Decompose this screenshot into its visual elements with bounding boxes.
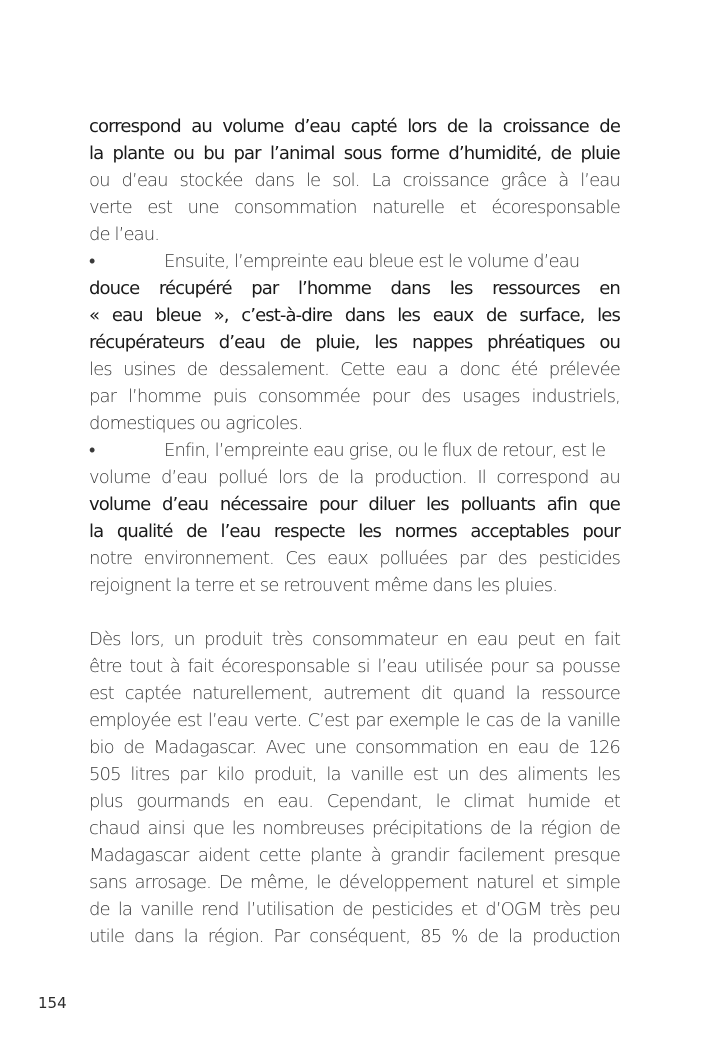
text-line: bio de Madagascar. Avec une consommation en eau de 126 [89,737,620,758]
text-line: notre environnement. Ces eaux polluées par des pesticides [89,548,620,569]
text-line: récupérateurs d’eau de pluie, les nappes phréatiques ou [89,332,620,353]
text-line: Dès lors, un produit très consommateur en eau peut en fait [89,629,620,650]
text-line: plus gourmands en eau. Cependant, le climat humide et [89,791,620,812]
text-line: utile dans la région. Par conséquent, 85 % de la production [89,926,620,947]
text-line: la plante ou bu par l’animal sous forme d’humidité, de pluie [89,143,620,164]
bullet-icon: • [89,440,95,461]
text-line: sans arrosage. De même, le développement naturel et simple [89,872,620,893]
text-line: verte est une consommation naturelle et écoresponsable [89,197,620,218]
bullet-icon: • [89,251,95,272]
text-line-content: de l’eau. [89,224,160,245]
text-line: chaud ainsi que les nombreuses précipitations de la région de [89,818,620,839]
text-line: « eau bleue », c’est-à-dire dans les eaux de surface, les [89,305,620,326]
text-line-content: Enfin, l’empreinte eau grise, ou le flux de retour, est le [164,440,606,461]
text-line: la qualité de l’eau respecte les normes acceptables pour [89,521,620,542]
text-line: les usines de dessalement. Cette eau a donc été prélevée [89,359,620,380]
text-line: par l’homme puis consommée pour des usages industriels, [89,386,620,407]
text-line: volume d’eau nécessaire pour diluer les polluants afin que [89,494,620,515]
text-line: est captée naturellement, autrement dit quand la ressource [89,683,620,704]
bullet-line [89,248,620,275]
text-line-content: rejoignent la terre et se retrouvent même dans les pluies. [89,575,558,596]
text-line: ou d’eau stockée dans le sol. La croissance grâce à l’eau [89,170,620,191]
text-line: Madagascar aident cette plante à grandir facilement presque [89,845,620,866]
text-line: douce récupéré par l’homme dans les ressources en [89,278,620,299]
text-line [89,572,620,599]
text-line: employée est l’eau verte. C’est par exemple le cas de la vanille [89,710,620,731]
text-line: correspond au volume d’eau capté lors de la croissance de [89,116,620,137]
text-line-content: Ensuite, l’empreinte eau bleue est le volume d’eau [164,251,580,272]
bullet-line [89,437,620,464]
text-line: volume d’eau pollué lors de la production. Il correspond au [89,467,620,488]
text-line: être tout à fait écoresponsable si l’eau utilisée pour sa pousse [89,656,620,677]
text-line: de la vanille rend l’utilisation de pesticides et d’OGM très peu [89,899,620,920]
page-body [89,113,620,950]
page-number: 154 [38,994,67,1012]
text-line [89,410,620,437]
text-line [89,221,620,248]
text-line-content: domestiques ou agricoles. [89,413,303,434]
text-line: 505 litres par kilo produit, la vanille est un des aliments les [89,764,620,785]
